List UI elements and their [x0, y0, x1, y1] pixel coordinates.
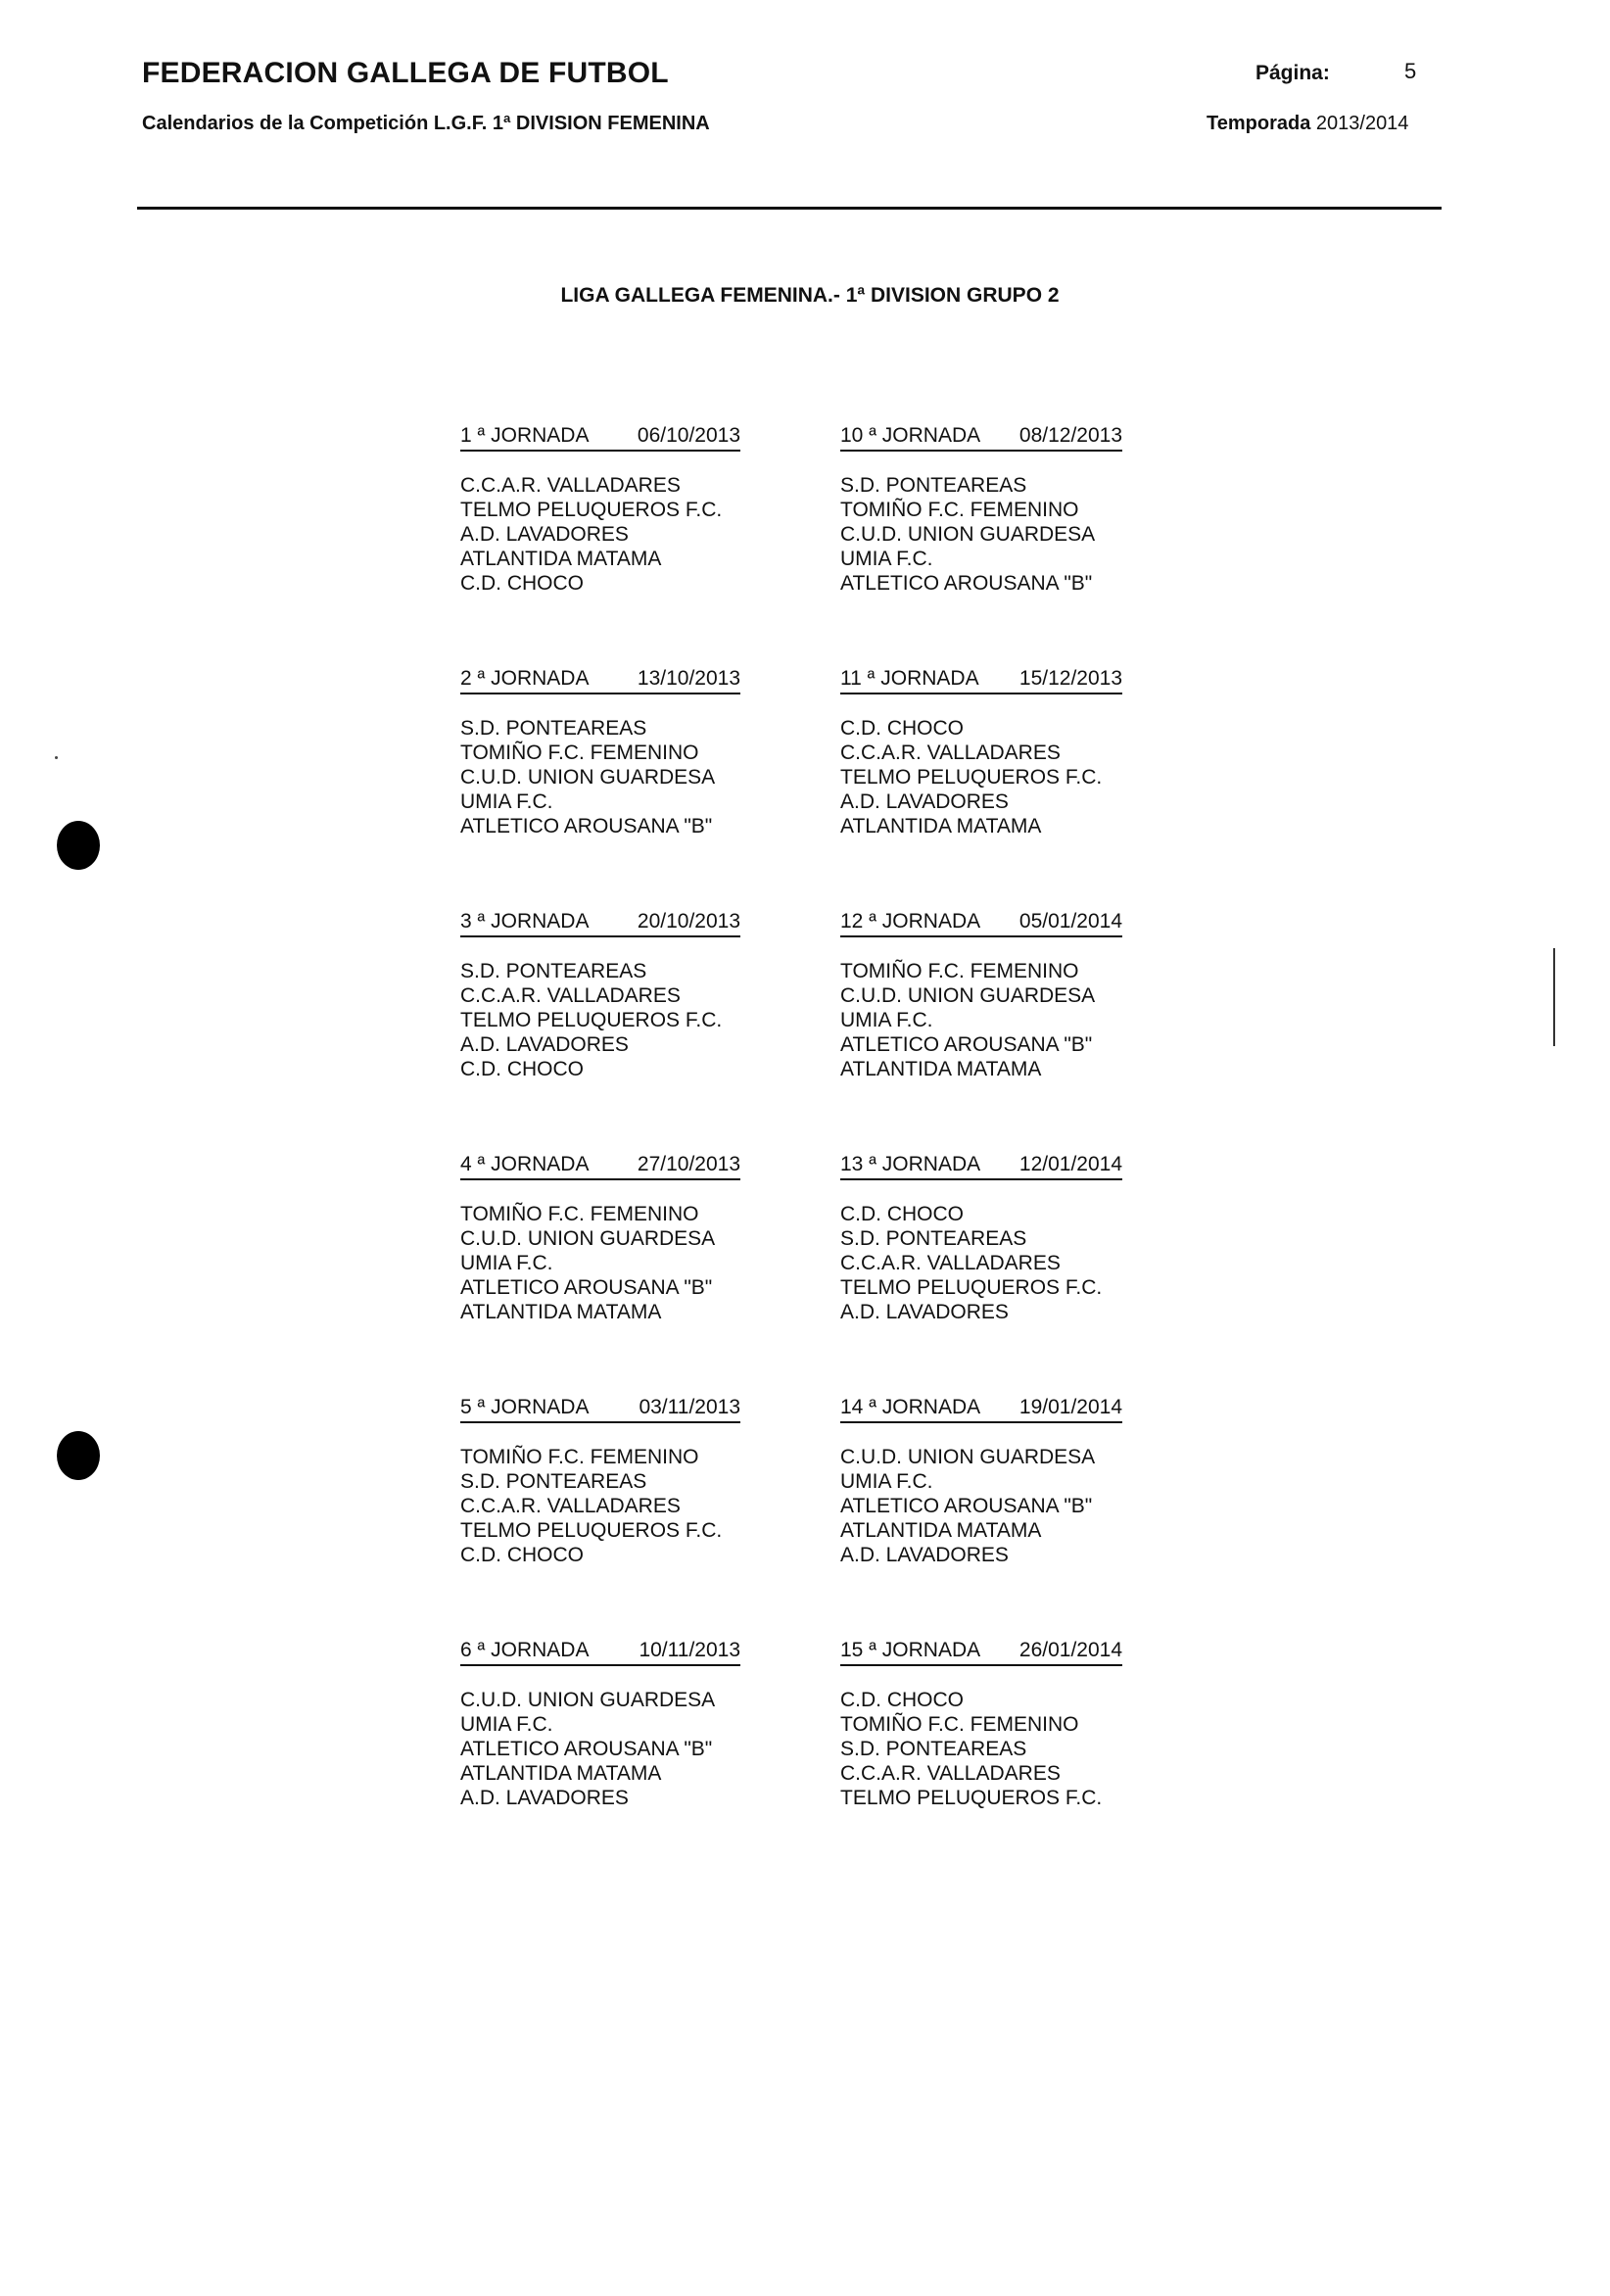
jornada-block-13: [840, 1153, 1122, 1324]
jornada-header: [460, 1639, 740, 1666]
jornada-block-3: [460, 910, 740, 1081]
jornada-header: [840, 1153, 1122, 1180]
jornada-label: 4 ª JORNADA: [460, 1153, 590, 1175]
team-name: TELMO PELUQUEROS F.C.: [460, 1519, 723, 1542]
jornada-block-4: [460, 1153, 740, 1324]
page-title: FEDERACION GALLEGA DE FUTBOL: [142, 57, 669, 89]
jornada-label: 10 ª JORNADA: [840, 424, 981, 447]
team-name: S.D. PONTEAREAS: [840, 1227, 1027, 1250]
jornada-block-12: [840, 910, 1122, 1081]
jornada-label: 15 ª JORNADA: [840, 1639, 981, 1661]
team-name: A.D. LAVADORES: [460, 523, 629, 546]
season-value: 2013/2014: [1315, 113, 1409, 134]
team-name: A.D. LAVADORES: [460, 1033, 629, 1056]
team-name: A.D. LAVADORES: [460, 1787, 629, 1809]
team-name: TOMIÑO F.C. FEMENINO: [840, 499, 1079, 521]
team-name: UMIA F.C.: [460, 790, 553, 813]
jornada-date: 12/01/2014: [1018, 1153, 1122, 1175]
team-name: TOMIÑO F.C. FEMENINO: [460, 741, 699, 764]
team-name: ATLANTIDA MATAMA: [840, 1058, 1042, 1080]
team-name: S.D. PONTEAREAS: [840, 1738, 1027, 1760]
punch-hole-top: [57, 821, 100, 870]
team-name: C.U.D. UNION GUARDESA: [840, 984, 1096, 1007]
jornada-header: [460, 424, 740, 452]
jornada-header: [460, 910, 740, 937]
team-name: C.C.A.R. VALLADARES: [460, 474, 681, 497]
jornada-date: 20/10/2013: [637, 910, 740, 933]
jornada-date: 15/12/2013: [1018, 667, 1122, 690]
team-name: C.D. CHOCO: [460, 1058, 584, 1080]
jornada-date: 10/11/2013: [639, 1639, 740, 1661]
jornada-label: 13 ª JORNADA: [840, 1153, 981, 1175]
jornada-date: 08/12/2013: [1018, 424, 1122, 447]
jornada-block-14: [840, 1396, 1122, 1567]
competition-subtitle: Calendarios de la Competición L.G.F. 1ª DIVISION FEMENINA: [142, 113, 710, 134]
team-name: C.C.A.R. VALLADARES: [840, 741, 1061, 764]
team-name: ATLANTIDA MATAMA: [840, 815, 1042, 837]
jornada-date: 13/10/2013: [637, 667, 740, 690]
jornada-header: [840, 1639, 1122, 1666]
team-name: S.D. PONTEAREAS: [460, 717, 647, 740]
team-name: C.U.D. UNION GUARDESA: [840, 523, 1096, 546]
team-name: C.U.D. UNION GUARDESA: [460, 1227, 716, 1250]
page-number: 5: [1404, 59, 1417, 83]
jornada-label: 5 ª JORNADA: [460, 1396, 590, 1418]
team-name: C.D. CHOCO: [460, 572, 584, 595]
jornada-label: 6 ª JORNADA: [460, 1639, 590, 1661]
team-name: C.U.D. UNION GUARDESA: [840, 1446, 1096, 1468]
team-name: ATLETICO AROUSANA "B": [840, 1495, 1093, 1517]
team-name: C.C.A.R. VALLADARES: [460, 984, 681, 1007]
jornada-block-11: [840, 667, 1122, 838]
jornada-label: 12 ª JORNADA: [840, 910, 981, 933]
team-name: C.U.D. UNION GUARDESA: [460, 766, 716, 789]
jornada-date: 06/10/2013: [637, 424, 740, 447]
team-name: C.U.D. UNION GUARDESA: [460, 1689, 716, 1711]
team-name: UMIA F.C.: [460, 1713, 553, 1736]
page-label: Página:: [1255, 62, 1330, 84]
punch-hole-bottom: [57, 1431, 100, 1480]
jornada-label: 3 ª JORNADA: [460, 910, 590, 933]
team-name: ATLETICO AROUSANA "B": [460, 1738, 713, 1760]
jornada-header: [460, 1153, 740, 1180]
team-name: C.D. CHOCO: [840, 1203, 964, 1225]
team-name: ATLANTIDA MATAMA: [840, 1519, 1042, 1542]
jornada-block-2: [460, 667, 740, 838]
team-name: ATLETICO AROUSANA "B": [840, 1033, 1093, 1056]
team-name: ATLETICO AROUSANA "B": [460, 815, 713, 837]
jornada-header: [460, 667, 740, 694]
team-name: C.D. CHOCO: [840, 1689, 964, 1711]
team-name: TOMIÑO F.C. FEMENINO: [460, 1203, 699, 1225]
jornada-date: 27/10/2013: [637, 1153, 740, 1175]
team-name: S.D. PONTEAREAS: [460, 960, 647, 982]
jornada-date: 05/01/2014: [1018, 910, 1122, 933]
jornada-block-15: [840, 1639, 1122, 1810]
jornada-header: [840, 424, 1122, 452]
jornada-label: 11 ª JORNADA: [840, 667, 979, 690]
jornada-block-5: [460, 1396, 740, 1567]
season: [1207, 113, 1408, 135]
team-name: TELMO PELUQUEROS F.C.: [840, 1276, 1103, 1299]
jornada-date: 03/11/2013: [639, 1396, 740, 1418]
team-name: UMIA F.C.: [460, 1252, 553, 1274]
scan-dot: [55, 756, 58, 759]
team-name: S.D. PONTEAREAS: [840, 474, 1027, 497]
jornada-label: 14 ª JORNADA: [840, 1396, 981, 1418]
team-name: TELMO PELUQUEROS F.C.: [460, 1009, 723, 1031]
jornada-block-6: [460, 1639, 740, 1810]
team-name: C.C.A.R. VALLADARES: [840, 1762, 1061, 1785]
scan-mark: [1553, 948, 1555, 1046]
team-name: ATLETICO AROUSANA "B": [460, 1276, 713, 1299]
team-name: C.D. CHOCO: [460, 1544, 584, 1566]
team-name: UMIA F.C.: [840, 1009, 933, 1031]
team-name: UMIA F.C.: [840, 1470, 933, 1493]
season-label: Temporada: [1207, 113, 1311, 134]
team-name: TOMIÑO F.C. FEMENINO: [840, 1713, 1079, 1736]
team-name: A.D. LAVADORES: [840, 790, 1009, 813]
jornada-label: 1 ª JORNADA: [460, 424, 590, 447]
jornada-header: [840, 910, 1122, 937]
team-name: ATLANTIDA MATAMA: [460, 1762, 662, 1785]
team-name: A.D. LAVADORES: [840, 1544, 1009, 1566]
jornada-date: 26/01/2014: [1018, 1639, 1122, 1661]
team-name: TOMIÑO F.C. FEMENINO: [840, 960, 1079, 982]
team-name: TELMO PELUQUEROS F.C.: [840, 1787, 1103, 1809]
header-divider: [137, 207, 1442, 210]
team-name: TELMO PELUQUEROS F.C.: [460, 499, 723, 521]
team-name: C.D. CHOCO: [840, 717, 964, 740]
jornada-date: 19/01/2014: [1018, 1396, 1122, 1418]
jornada-label: 2 ª JORNADA: [460, 667, 590, 690]
team-name: ATLETICO AROUSANA "B": [840, 572, 1093, 595]
team-name: A.D. LAVADORES: [840, 1301, 1009, 1323]
team-name: TELMO PELUQUEROS F.C.: [840, 766, 1103, 789]
jornada-block-10: [840, 424, 1122, 596]
team-name: ATLANTIDA MATAMA: [460, 548, 662, 570]
team-name: S.D. PONTEAREAS: [460, 1470, 647, 1493]
team-name: C.C.A.R. VALLADARES: [840, 1252, 1061, 1274]
jornada-header: [840, 667, 1122, 694]
jornada-block-1: [460, 424, 740, 596]
jornada-header: [460, 1396, 740, 1423]
group-title: LIGA GALLEGA FEMENINA.- 1ª DIVISION GRUPO 2: [560, 284, 1060, 307]
team-name: C.C.A.R. VALLADARES: [460, 1495, 681, 1517]
jornada-header: [840, 1396, 1122, 1423]
team-name: ATLANTIDA MATAMA: [460, 1301, 662, 1323]
team-name: UMIA F.C.: [840, 548, 933, 570]
team-name: TOMIÑO F.C. FEMENINO: [460, 1446, 699, 1468]
